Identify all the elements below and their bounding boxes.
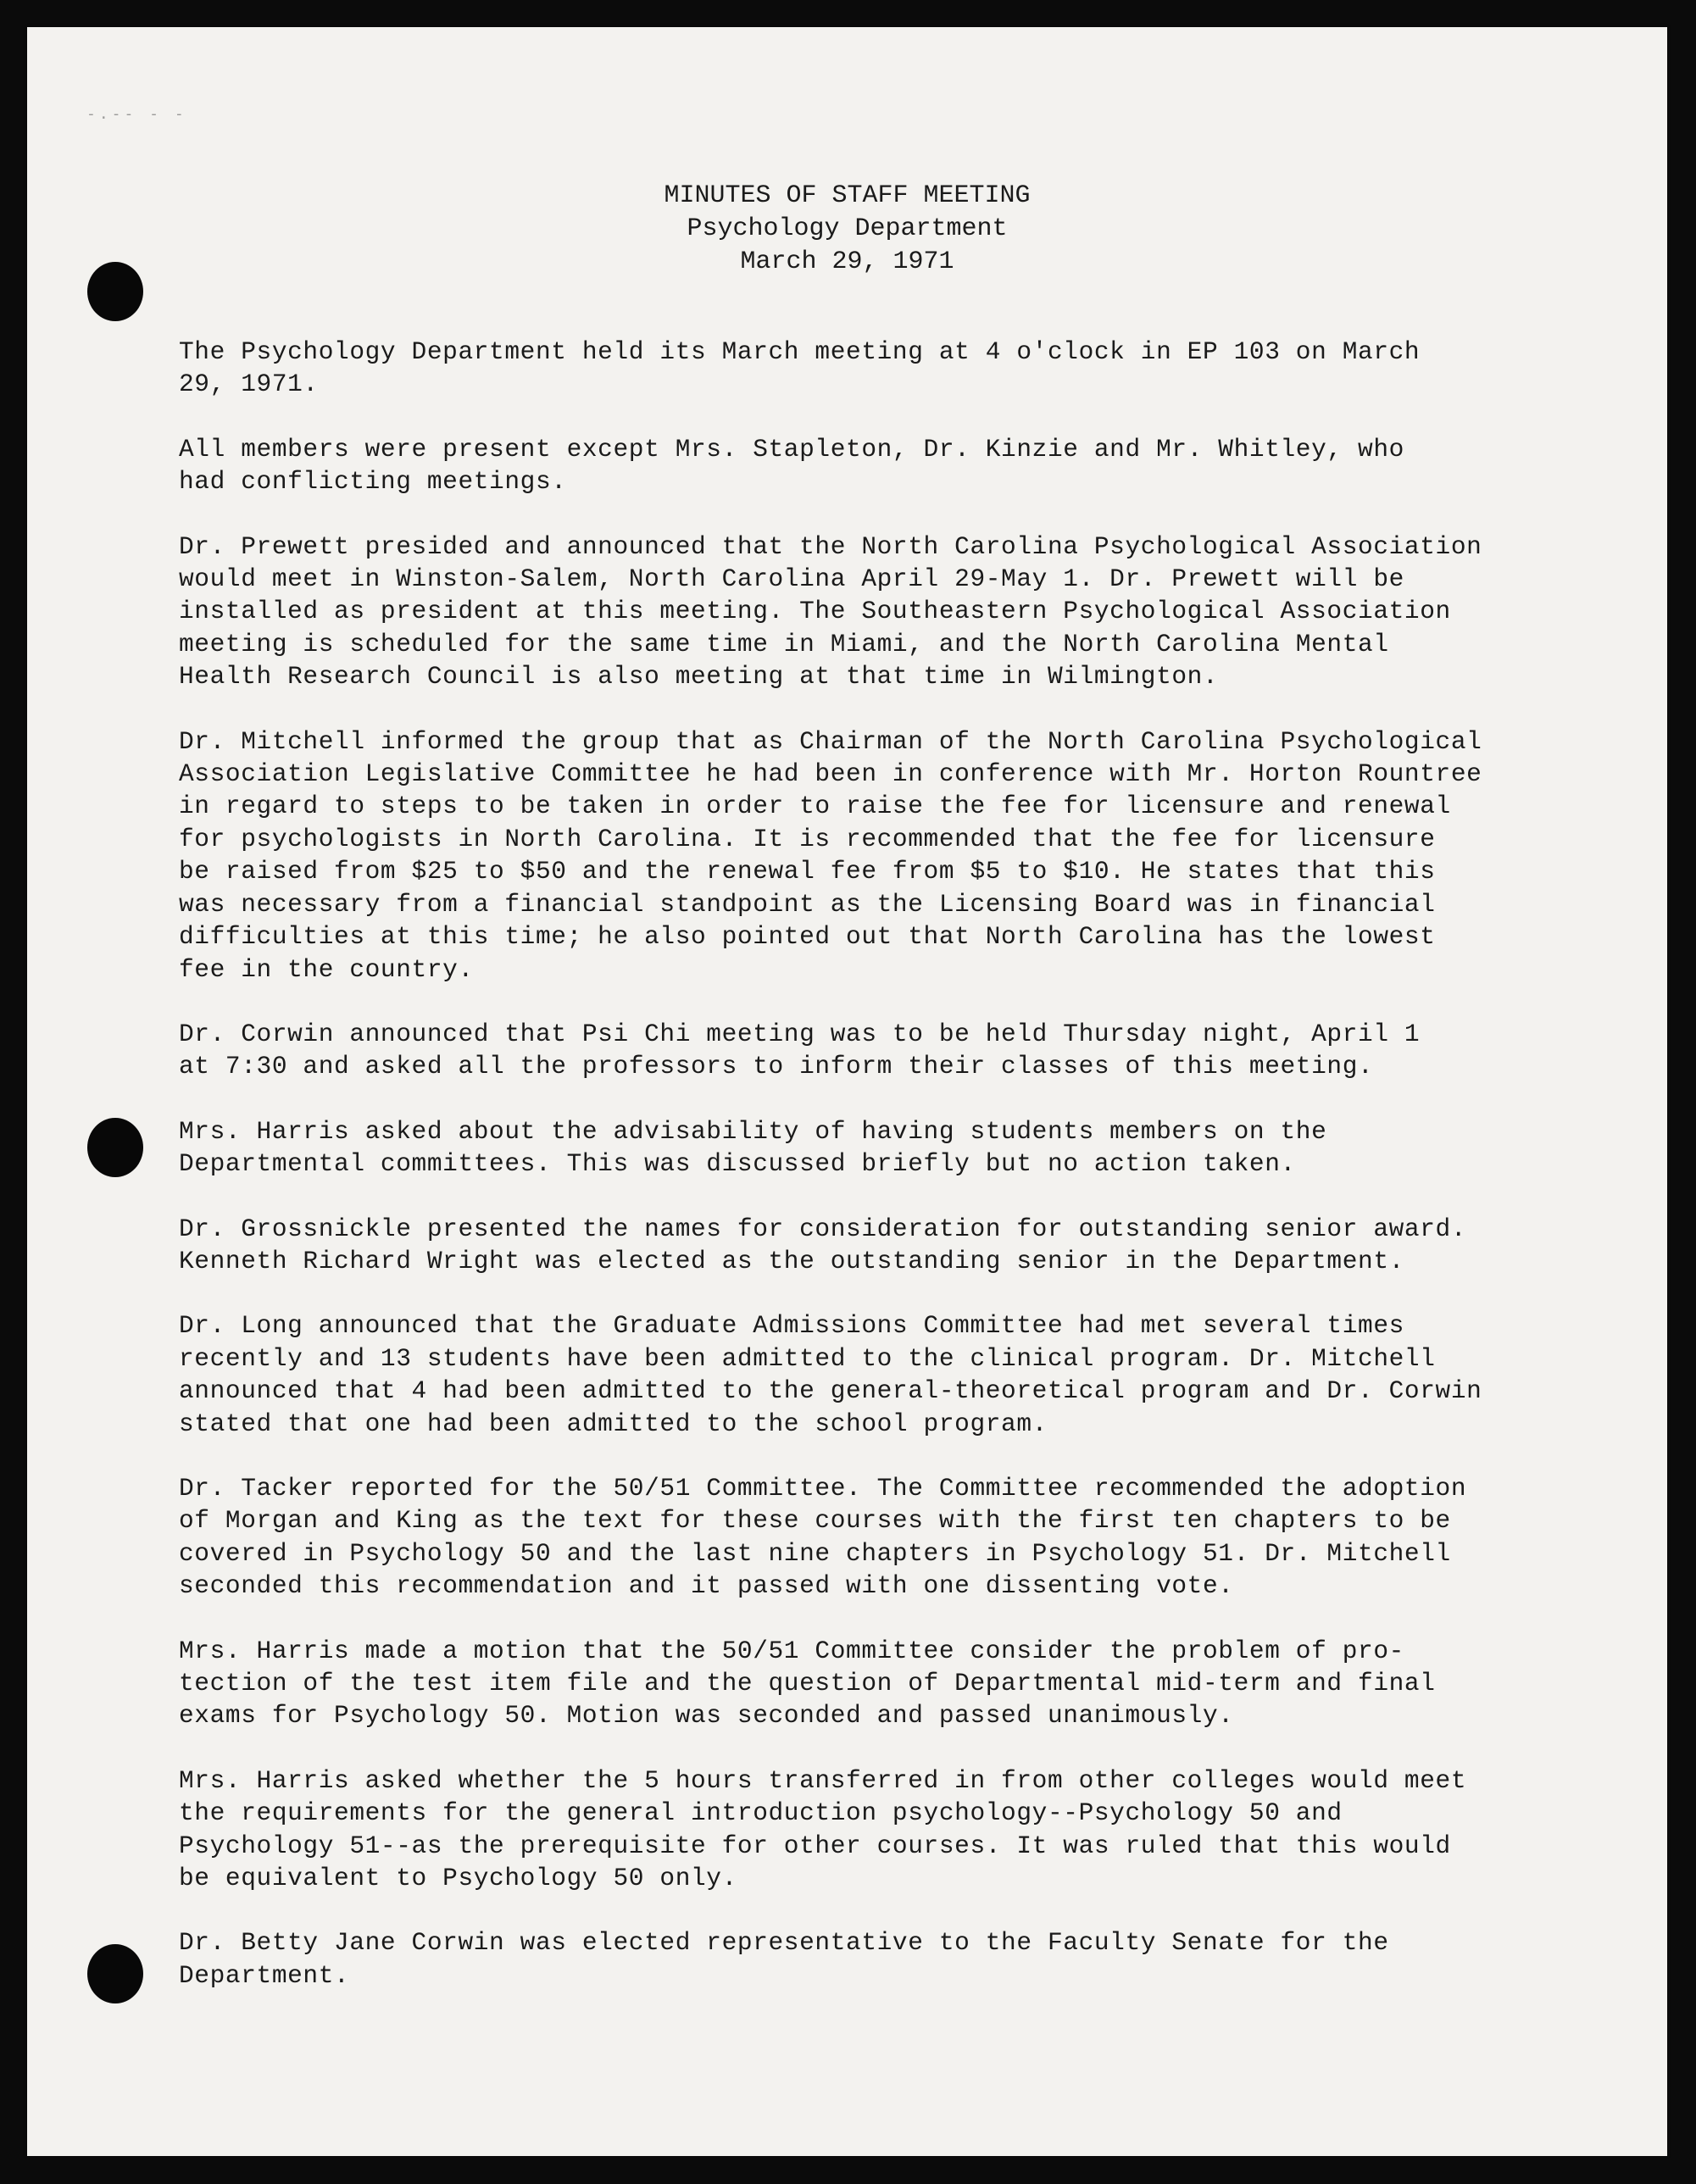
document-page [27, 27, 1667, 2156]
document-title: MINUTES OF STAFF MEETING [664, 181, 1031, 210]
paragraph-student-members: Mrs. Harris asked about the advisability of having students members on the Departmental committees. This was discussed briefly but no action taken. [179, 1116, 1327, 1179]
staple-mark: -.-- - - [86, 105, 187, 123]
paragraph-transfer-hours: Mrs. Harris asked whether the 5 hours transferred in from other colleges would meet the requirements for the general introduction psychology--Psychology 50 and Psychology 51--as the prerequisite for other courses. It was ruled that this would be equivalent to Psychology 50 only. [179, 1765, 1467, 1893]
paragraph-senior-award: Dr. Grossnickle presented the names for consideration for outstanding senior award. Kenneth Richard Wright was elected as the outstanding senior in the Department. [179, 1214, 1467, 1275]
meeting-date: March 29, 1971 [740, 247, 954, 276]
paragraph-graduate-admissions: Dr. Long announced that the Graduate Admissions Committee had met several times recently and 13 students have been admitted to the clinical program. Dr. Mitchell announced that 4 had been admitted to the general-theoretical program and Dr. Corwin stated that one had been admitted to the school program. [179, 1311, 1482, 1438]
paragraph-meeting-info: The Psychology Department held its March meeting at 4 o'clock in EP 103 on March 29, 1971. [179, 337, 1421, 399]
paragraph-50-51-committee: Dr. Tacker reported for the 50/51 Committee. The Committee recommended the adoption of Morgan and King as the text for these courses with the first ten chapters to be covered in Psychology 50 and the last nine chapters in Psychology 51. Dr. Mitchell seconded this recommendation and it passed with one dissenting vote. [179, 1473, 1467, 1601]
punch-hole-middle [87, 1118, 143, 1177]
paragraph-ncpa-meeting: Dr. Prewett presided and announced that the North Carolina Psychological Association would meet in Winston-Salem, North Carolina April 29-May 1. Dr. Prewett will be installed as president at this meeting. The Southeastern Psychological Association meeting is scheduled for the same time in Miami, and the North Carolina Mental Health Research Council is also meeting at that time in Wilmington. [179, 531, 1482, 692]
paragraph-attendance: All members were present except Mrs. Stapleton, Dr. Kinzie and Mr. Whitley, who had conflicting meetings. [179, 434, 1404, 497]
department-name: Psychology Department [687, 214, 1008, 243]
minutes-body [179, 336, 1569, 2024]
document-header [27, 180, 1667, 279]
punch-hole-bottom [87, 1944, 143, 2003]
paragraph-faculty-senate: Dr. Betty Jane Corwin was elected representative to the Faculty Senate for the Department. [179, 1928, 1389, 1990]
paragraph-licensure-fee: Dr. Mitchell informed the group that as Chairman of the North Carolina Psychological Association Legislative Committee he had been in conference with Mr. Horton Rountree in regard to steps to be taken in order to raise the fee for licensure and renewal for psychologists in North Carolina. It is recommended that the fee for licensure be raised from $25 to $50 and the renewal fee from $5 to $10. He states that this was necessary from a financial standpoint as the Licensing Board was in financial difficulties at this time; he also pointed out that North Carolina has the lowest fee in the country. [179, 726, 1482, 984]
paragraph-test-item-file: Mrs. Harris made a motion that the 50/51 Committee consider the problem of pro- tection of the test item file and the question of Departmental mid-term and final exams for Psychology 50. Motion was seconded and passed unanimously. [179, 1636, 1436, 1731]
paragraph-psi-chi: Dr. Corwin announced that Psi Chi meeting was to be held Thursday night, April 1 at 7:30 and asked all the professors to inform their classes of this meeting. [179, 1019, 1421, 1081]
